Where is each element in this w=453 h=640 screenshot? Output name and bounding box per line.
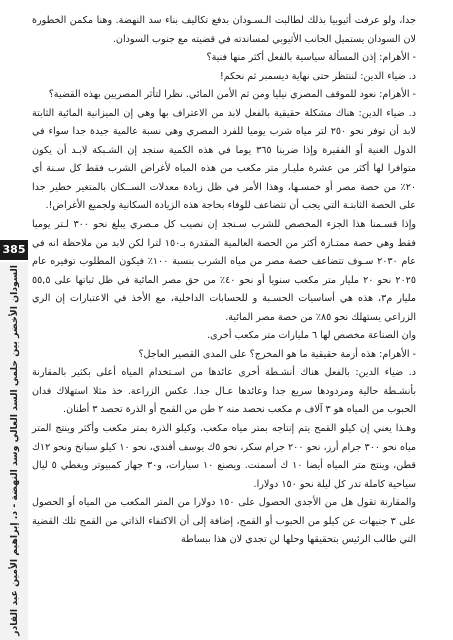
page-body	[32, 12, 416, 550]
running-header	[2, 264, 26, 636]
paragraph: د. ضياء الدين: هناك مشكلة حقيقية بالفعل لابد من الاعتراف بها وهي إن الميزانية المائية الثابتة لابد أن توفر نحو ٢٥٠ لتر مياه شرب يوميا للفرد المصري وهي نسبة عالمية جيدة جدا سواء في الدول الغنية أو الفقيرة وإذا ضربنا ٣٦٥ يوما في هذه الكمية سنجد إن الشـبكة لابـد أن يكون متوافرا لها أكثر من عشرة مليـار متر مكعب من هذه المياه لأغراض الشرب فقط كل سـنة أي ٢٠٪ من حصة مصر أو خمسـها، وهذا الأمر في ظل زيادة معدلات الســكان بالمتغير خطير جدا على الحصة الثابتـة التي يجب أن تتضاعف للوفاء بحاجة هذه الزيادة السكانية ولجميع الأغراض!.	[32, 107, 416, 212]
paragraph: والمقارنة تقول هل من الأجدى الحصول على ١٥٠ دولارا من المتر المكعب من المياه أو الحصول على ٣ جنيهات عن كيلو من الحبوب أو القمح، إضافة إلى أن الاكتفاء الذاتي من القمح تلك القضية التي طالب الرئيس بتحقيقها وحلها لن تجدي لان هذا ببساطة	[32, 497, 417, 546]
paragraph: وهـذا يعني إن كيلو القمح يتم إنتاجه بمتر مياه مكعب. وكيلو الذرة بمتر مكعب وأكثر وينتج المتر مياه نحو ٣٠٠ جرام أرز، نحو ٢٠٠ جرام سكر، نحو ٥ك يوسف أفندي، نحو ١٠ كيلو سبانخ ونحو ١٢ك قطن، وينتج متر المياه أيضا ١٠ ك أسمنت. ويصنع ١٠ سيارات، و٣٠ جهاز كمبيوتر ويغطي ٥ ليال سياحية كاملة تدر كل ليلة نحو ١٥٠ دولارا.	[32, 423, 416, 490]
paragraph: د. ضياء الدين: لننتظر حتى نهاية ديسمبر ثم نحكم!	[219, 70, 416, 82]
paragraph: - الأهرام: نعود للموقف المصري نيليا ومن ثم الأمن المائي. نظرا لتأثر المصريين بهذه القضية؟	[48, 89, 416, 101]
paragraph: جدا، ولو عرفت أثيوبيا بذلك لطالبت الـسـودان بدفع تكاليف بناء سد النهضة. وهنا مكمن الخطورة لان السودان يستميل الجانب الأثيوبي لمساندته في قضيته مع جنوب السودان.	[32, 15, 416, 45]
paragraph: وإذا قسـمنا هذا الجزء المخصص للشرب سـنجد إن نصيب كل مـصري يبلغ نحو ٣٠٠ لـتر يوميا فقط وهي حصة ممتـازة أكثر من الحصة العالمية المقدرة بـ١٥٠ لترا لكن لابد من ملاحظة انه في عام ٢٠٣٠ سـوف تتضاعف حصة مصر من مياه الشرب بنسبة ١٠٠٪ فيكون المطلوب توفيره عام ٢٠٢٥ نحو ٢٠ مليار متر مكعب سنويا أو نحو ٤٠٪ من حق مصر المائية في ظل ثباتها على ٥٥,٥ مليار م٣، هذه هي أساسيات الحسـبة و للحسابات الداخلية، مع الأخذ في الاعتبارات إن الري الزراعي يستهلك نحو ٨٥٪ من حصة مصر المائية.	[32, 219, 417, 323]
page-number: 385	[0, 240, 28, 260]
paragraph: وان الصناعة مخصص لها ٦ مليارات متر مكعب أخرى.	[207, 330, 416, 342]
paragraph: د. ضياء الدين: بالفعل هناك أنشـطة أخرى عائدها من اسـتخدام المياه أعلى بكثير بالمقارنة بأنشـطة حالية ومردودها سريع جدا وعائدها عـال جدا. عكس الزراعة. خذ مثلا استهلاك فدان الحبوب من المياه هو ٣ آلاف م مكعب نحصد منه ٢ طن من القمح أو الذرة تحصد ٣ أطنان.	[32, 367, 416, 416]
running-header-text: السودان الأخضر بين حلمي السد العالي وسد النهضة - د. إبراهيم الأمين عبد القادر	[8, 264, 20, 636]
paragraph: - الأهرام: هذه أزمة حقيقية ما هو المخرج؟ على المدى القصير العاجل؟	[138, 348, 416, 360]
paragraph: - الأهرام: إذن المسألة سياسية بالفعل أكثر منها فنية؟	[206, 52, 416, 64]
